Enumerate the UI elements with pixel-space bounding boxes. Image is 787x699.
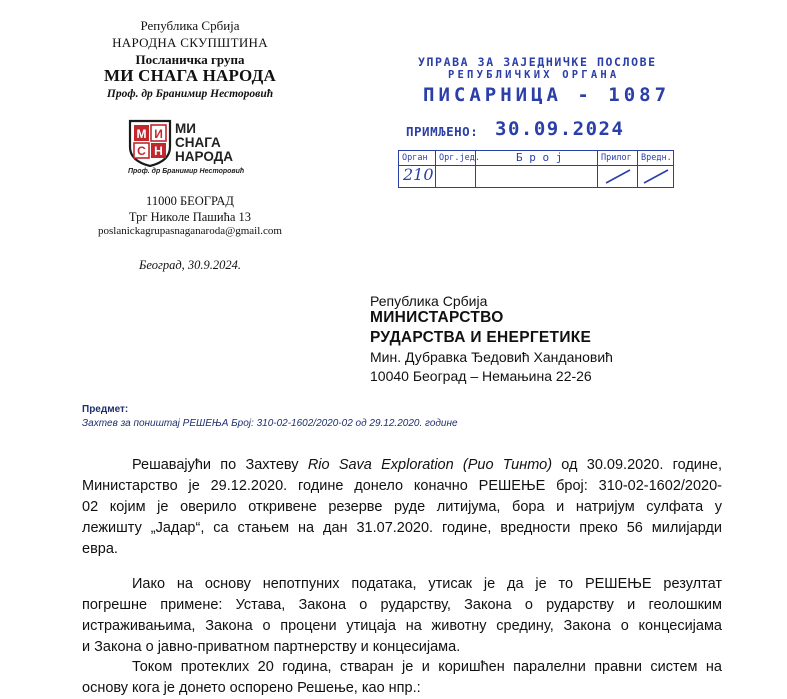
svg-text:И: И [154,127,163,141]
stamp-cell-attachment [597,151,637,187]
recipient-ministry-line1: МИНИСТАРСТВО [370,309,504,326]
company-name: Rio Sava Exploration (Рио Тинто) [307,457,553,473]
stamp-office-line2: РЕПУБЛИЧКИХ ОРГАНА [448,69,620,81]
stamp-col-header: Орг.јед. [439,153,480,163]
stamp-office-line1: УПРАВА ЗА ЗАЈЕДНИЧКЕ ПОСЛОВЕ [418,55,657,69]
stamp-received-label: ПРИМЉЕНО: [406,124,479,139]
sender-group-name: МИ СНАГА НАРОДА [104,66,276,85]
paragraph-line: Иако на основу непотпуних података, утисак је да је то РЕШЕЊЕ резултат [132,576,722,592]
svg-text:Н: Н [154,144,163,158]
stamp-cell-value [637,151,673,187]
paragraph-line: и Закона о јавно-приватном партнерству и концесијама. [82,639,461,655]
subject-label: Предмет: [82,404,129,415]
paragraph-line [82,455,722,476]
sender-country: Република Србија [140,18,240,33]
svg-text:М: М [136,127,147,141]
letter-date: Београд, 30.9.2024. [138,258,242,272]
stamp-registry: ПИСАРНИЦА - 1087 [423,84,671,106]
party-logo-name-line: НАРОДА [175,149,234,164]
paragraph-line: евра. [82,541,118,557]
recipient-country: Република Србија [370,293,488,309]
stamp-organ-value: 210 [403,165,434,184]
paragraph-line: Министарство је 29.12.2020. године донело коначно РЕШЕЊЕ број: 310-02-1602/2020- [82,478,722,494]
stamp-col-header: Б р о ј [516,151,563,164]
stamp-cell-organ [399,151,435,187]
stamp-cell-unit [435,151,480,187]
party-logo-emblem [128,119,172,167]
stamp-col-header: Вредн. [641,153,672,163]
stamp-table [398,150,674,188]
paragraph-line: лежишту „Јадар“, са стањем на дан 31.07.2020. године, вредности преко 56 милијарди [82,520,722,536]
sender-group: Посланичка група [135,52,245,67]
sender-mp: Проф. др Бранимир Несторовић [106,88,274,100]
sender-city: 11000 БЕОГРАД [146,194,234,208]
paragraph-line: основу кога је донето оспорено Решење, као нпр.: [82,680,421,696]
paragraph-line: 02 којим је оверило откривене резерве руде литијума, бора и натријум сулфата у [82,499,722,515]
sender-street: Трг Николе Пашића 13 [128,210,252,224]
recipient-address: 10040 Београд – Немањина 22-26 [370,368,592,384]
sender-assembly: НАРОДНА СКУПШТИНА [112,35,268,50]
paragraph-line: погрешне примене: Устава, Закона о рударству, Закона о рударству и геолошким [82,597,722,613]
paragraph-line: истраживањима, Закона о процени утицаја на животну средину, Закона о концесијама [82,618,722,634]
subject-text: Захтев за поништај РЕШЕЊА Број: 310-02-1602/2020-02 од 29.12.2020. године [82,418,458,429]
body-paragraph-2 [82,574,722,658]
sender-email: poslanickagrupasnaganaroda@gmail.com [98,225,282,237]
text-run: од 30.09.2020. године, [552,457,722,473]
party-logo-name-line: МИ [175,121,196,136]
text-run: Решавајући по Захтеву [132,457,308,473]
stamp-cell-number [475,151,597,187]
body-paragraph-1 [82,455,722,560]
party-logo-subtitle: Проф. др Бранимир Несторовић [128,168,245,175]
party-logo-name [175,122,233,164]
stamp-col-header: Прилог [601,153,632,163]
body-paragraph-3 [82,657,722,699]
recipient-person: Мин. Дубравка Ђедовић Хандановић [370,349,613,365]
stamp-col-header: Орган [402,153,428,163]
stamp-slash-mark [642,167,670,185]
stamp-received-date: 30.09.2024 [495,118,625,140]
party-logo-name-line: СНАГА [175,135,221,150]
paragraph-line: Током протеклих 20 година, стваран је и коришћен паралелни правни систем на [132,659,722,675]
svg-text:С: С [137,144,146,158]
stamp-slash-mark [604,167,632,185]
recipient-ministry-line2: РУДАРСТВА И ЕНЕРГЕТИКЕ [370,329,592,346]
